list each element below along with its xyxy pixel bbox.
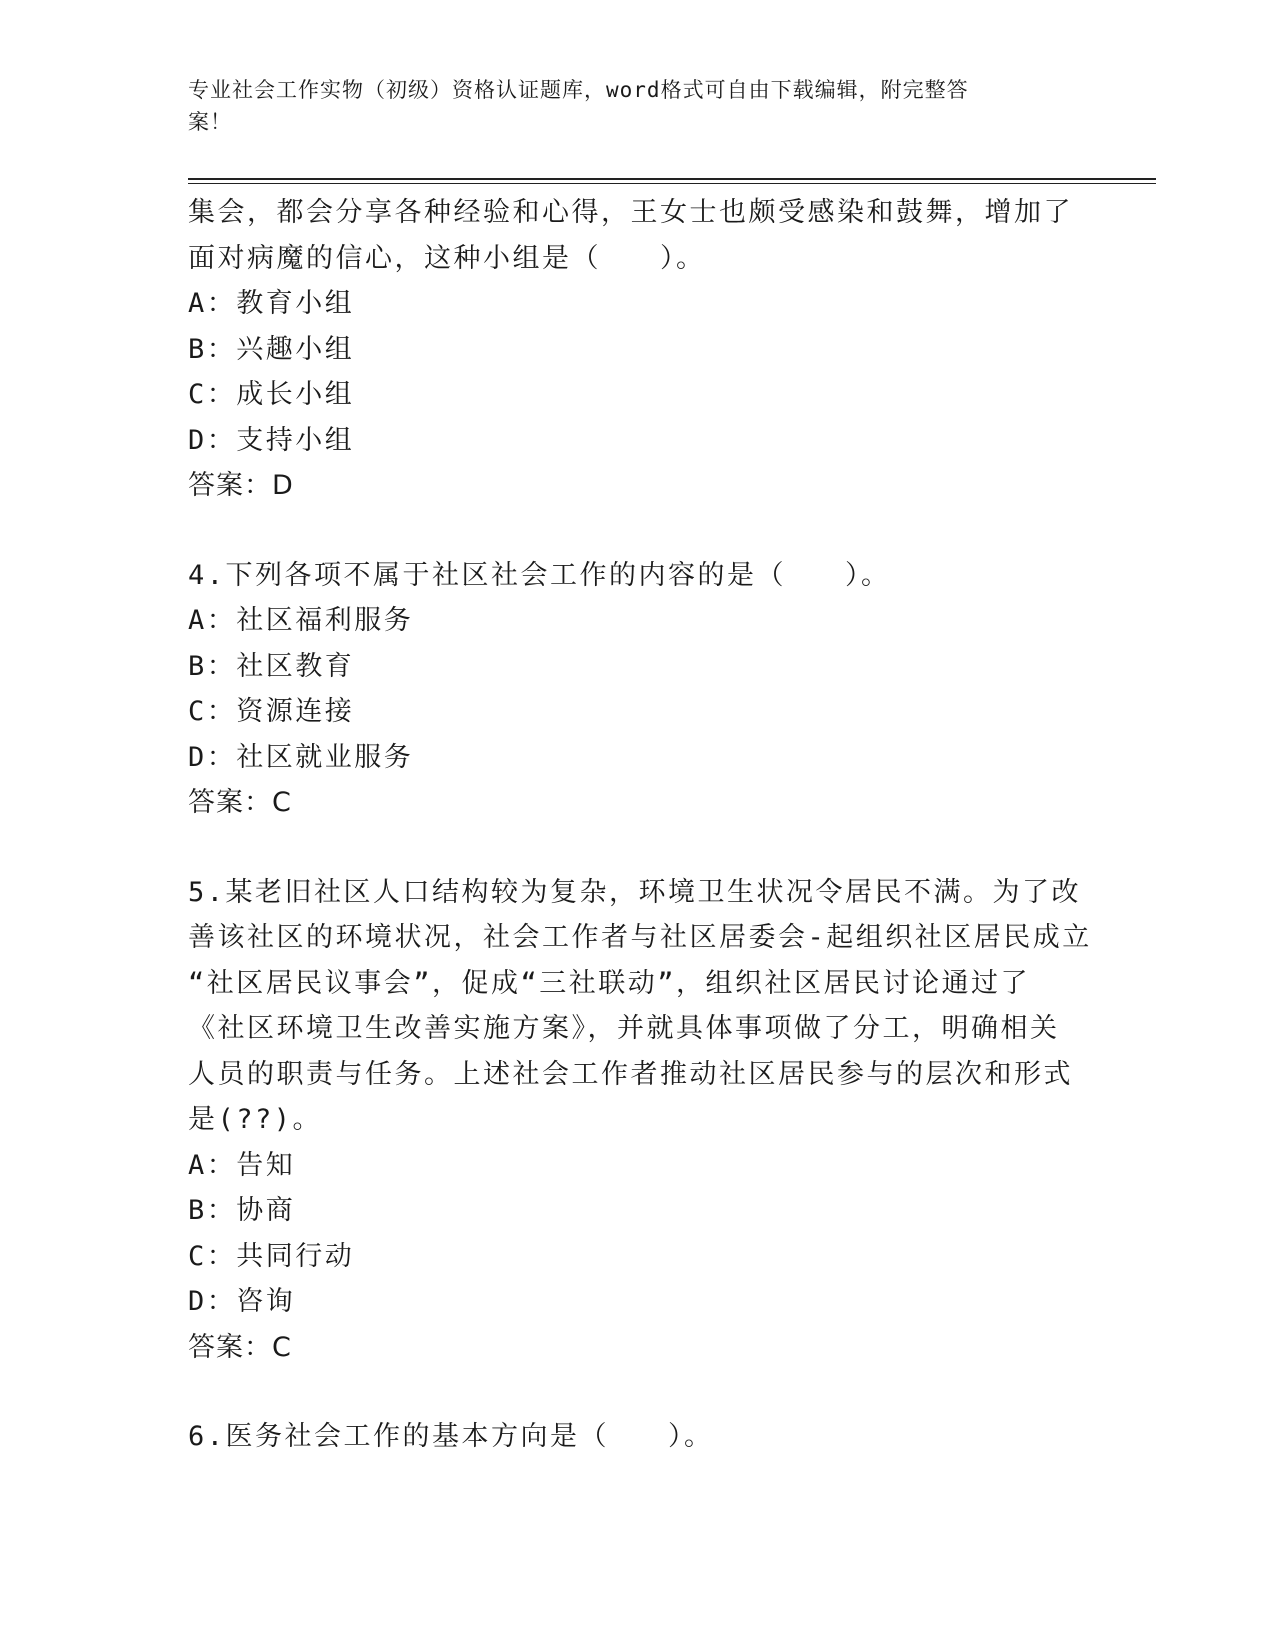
question-stem-line: 人员的职责与任务。上述社会工作者推动社区居民参与的层次和形式 [188,1058,1073,1090]
answer-line: 答案：C [188,1331,292,1363]
question-stem-line: 6.医务社会工作的基本方向是（ ）。 [188,1421,714,1452]
option-b: B：兴趣小组 [188,333,355,365]
option-c: C：资源连接 [188,696,355,727]
option-d: D：社区就业服务 [188,741,414,773]
question-stem-line: 集会，都会分享各种经验和心得，王女士也颇受感染和鼓舞，增加了 [188,197,1073,228]
question-spacer [188,1370,1088,1414]
question-stem-line: 4.下列各项不属于社区社会工作的内容的是（ ）。 [188,559,891,591]
question-spacer [188,826,1088,870]
question-stem-line: 5.某老旧社区人口结构较为复杂，环境卫生状况令居民不满。为了改 [188,876,1082,908]
option-a: A：社区福利服务 [188,605,414,636]
question-spacer [188,509,1088,553]
option-b: B：协商 [188,1195,296,1226]
header-divider-thick [188,178,1156,180]
question-stem-line: 是(??)。 [188,1104,323,1135]
answer-line: 答案：D [188,470,294,501]
question-block [188,870,1092,1371]
option-a: A：告知 [188,1149,296,1181]
question-block [188,190,1088,509]
option-a: A：教育小组 [188,288,355,319]
document-header [188,74,1088,138]
question-block [188,1414,1088,1460]
option-b: B：社区教育 [188,650,355,682]
question-stem-line: 善该社区的环境状况，社会工作者与社区居委会-起组织社区居民成立 [188,922,1092,953]
question-stem-line: 面对病魔的信心，这种小组是（ ）。 [188,242,706,274]
option-c: C：共同行动 [188,1240,355,1272]
header-line-2: 案！ [188,110,232,134]
option-d: D：咨询 [188,1286,296,1317]
header-divider-thin [188,183,1156,184]
option-d: D：支持小组 [188,424,355,456]
question-block [188,553,1088,826]
option-c: C：成长小组 [188,379,355,410]
question-stem-line: 《社区环境卫生改善实施方案》，并就具体事项做了分工，明确相关 [188,1013,1060,1044]
header-line-1: 专业社会工作实物（初级）资格认证题库，word格式可自由下载编辑，附完整答 [188,78,969,102]
answer-line: 答案：C [188,787,292,818]
question-stem-line: “社区居民议事会”，促成“三社联动”，组织社区居民讨论通过了 [188,967,1031,999]
document-body [188,190,1092,1460]
